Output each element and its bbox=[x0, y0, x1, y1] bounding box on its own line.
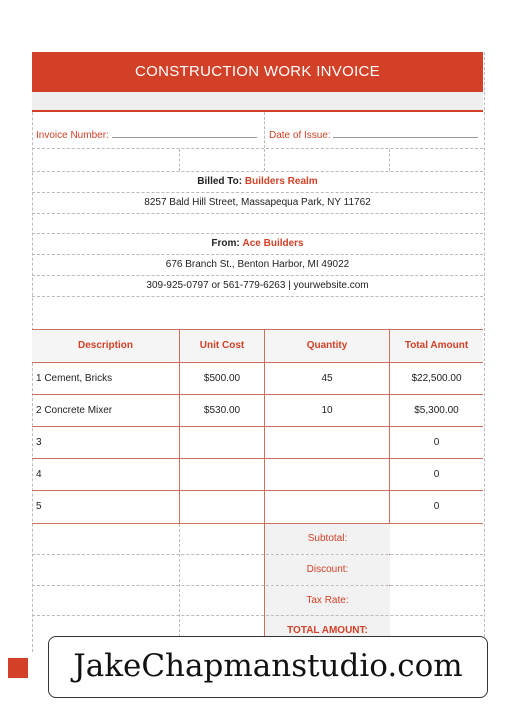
row-description: 2 Concrete Mixer bbox=[36, 405, 113, 416]
row-total: $5,300.00 bbox=[414, 405, 459, 416]
spacer-row bbox=[32, 297, 483, 330]
from-address: 676 Branch St., Benton Harbor, MI 49022 bbox=[165, 259, 350, 270]
billed-to-row bbox=[32, 172, 483, 193]
tax-rate-label: Tax Rate: bbox=[265, 586, 390, 616]
table-row bbox=[32, 395, 483, 427]
billed-to-address: 8257 Bald Hill Street, Massapequa Park, NY 11762 bbox=[144, 197, 371, 208]
total-amount-label: TOTAL AMOUNT: bbox=[265, 616, 390, 646]
table-row bbox=[32, 459, 483, 491]
discount-label: Discount: bbox=[265, 555, 390, 585]
from-row bbox=[32, 234, 483, 255]
row-quantity: 45 bbox=[321, 373, 333, 384]
subtotal-label: Subtotal: bbox=[265, 524, 390, 554]
billed-to-address-row bbox=[32, 193, 483, 214]
accent-square bbox=[8, 658, 28, 678]
row-description: 3 bbox=[36, 437, 42, 448]
from-name: Ace Builders bbox=[242, 238, 304, 249]
invoice-meta-row bbox=[32, 112, 483, 149]
row-quantity: 10 bbox=[321, 405, 333, 416]
billed-to-name: Builders Realm bbox=[244, 176, 318, 187]
col-header-total-amount: Total Amount bbox=[390, 330, 483, 362]
row-unit-cost: $530.00 bbox=[203, 405, 241, 416]
invoice-number-field[interactable] bbox=[112, 128, 257, 138]
row-description: 4 bbox=[36, 469, 42, 480]
row-description: 1 Cement, Bricks bbox=[36, 373, 113, 384]
col-header-unit-cost: Unit Cost bbox=[180, 330, 264, 362]
row-total: 0 bbox=[433, 469, 440, 480]
from-address-row bbox=[32, 255, 483, 276]
title-underline-bar bbox=[32, 92, 483, 112]
row-total: 0 bbox=[433, 501, 440, 512]
col-header-quantity: Quantity bbox=[265, 330, 389, 362]
table-row bbox=[32, 427, 483, 459]
table-row bbox=[32, 491, 483, 524]
from-label: From: bbox=[211, 238, 240, 249]
invoice-title: CONSTRUCTION WORK INVOICE bbox=[32, 52, 483, 92]
spacer-row bbox=[32, 214, 483, 234]
row-total: $22,500.00 bbox=[411, 373, 462, 384]
date-of-issue-label: Date of Issue: bbox=[269, 130, 331, 141]
billed-to-label: Billed To: bbox=[197, 176, 243, 187]
col-header-description: Description bbox=[32, 330, 179, 362]
table-row bbox=[32, 363, 483, 395]
watermark-banner: JakeChapmanstudio.com bbox=[48, 636, 488, 698]
row-unit-cost: $500.00 bbox=[203, 373, 241, 384]
invoice-number-label: Invoice Number: bbox=[36, 130, 109, 141]
from-contact: 309-925-0797 or 561-779-6263 | yourwebsite.com bbox=[146, 280, 369, 291]
blank-grid-row bbox=[32, 149, 483, 172]
row-description: 5 bbox=[36, 501, 42, 512]
from-contact-row bbox=[32, 276, 483, 297]
date-of-issue-field[interactable] bbox=[333, 128, 478, 138]
row-total: 0 bbox=[433, 437, 440, 448]
